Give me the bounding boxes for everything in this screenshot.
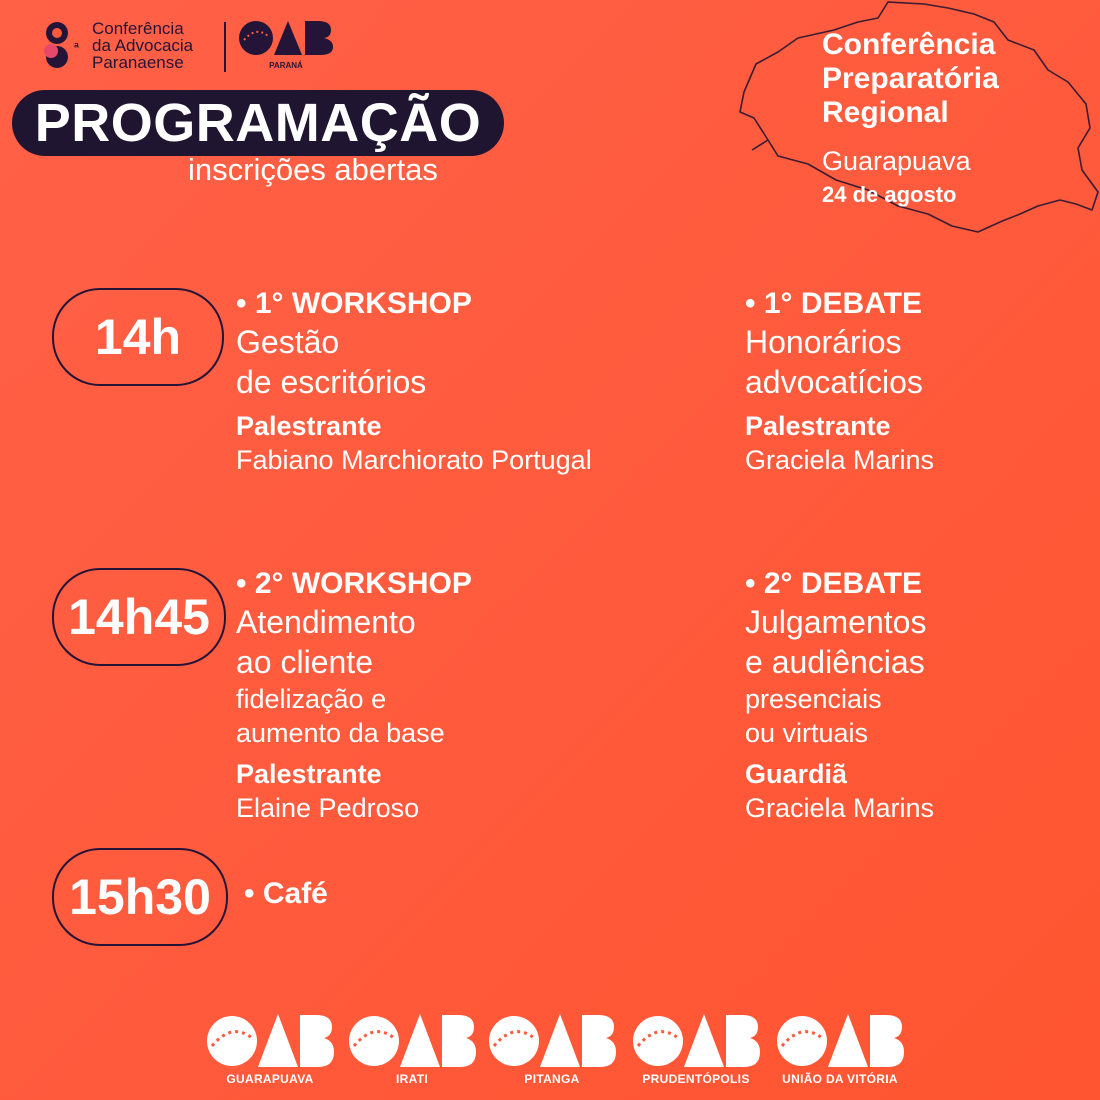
subsection-name: GUARAPUAVA: [226, 1072, 314, 1086]
time-slot-badge: 14h: [52, 288, 224, 386]
workshop-2: [236, 566, 706, 826]
oab-logo-icon: [206, 1012, 334, 1070]
page-title: PROGRAMAÇÃO: [12, 90, 504, 156]
subsection-name: IRATI: [396, 1072, 428, 1086]
event-title-line: Regional: [822, 96, 949, 129]
oab-logo-icon: [348, 1012, 476, 1070]
workshop-2-detail: aumento da base: [236, 718, 445, 748]
oab-parana-logo: [238, 18, 334, 70]
oab-logo-region: PARANÁ: [269, 61, 303, 70]
workshop-1: [236, 286, 706, 478]
subsection-logo: [206, 1012, 334, 1090]
time-slot-badge: 15h30: [52, 848, 228, 946]
debate-1-heading: • 1° DEBATE: [745, 287, 922, 320]
debate-2: [745, 566, 1085, 826]
debate-2-title: Julgamentos: [745, 604, 927, 640]
workshop-1-speaker: Fabiano Marchiorato Portugal: [236, 445, 592, 475]
workshop-2-role: Palestrante: [236, 759, 382, 789]
oab-logo-icon: [238, 18, 334, 70]
conference-logo: [44, 18, 214, 74]
workshop-2-speaker: Elaine Pedroso: [236, 793, 420, 823]
event-title: [822, 28, 999, 130]
workshop-2-title: ao cliente: [236, 644, 373, 680]
debate-2-detail: ou virtuais: [745, 718, 869, 748]
debate-2-heading: • 2° DEBATE: [745, 567, 922, 600]
workshop-1-title: de escritórios: [236, 364, 427, 400]
oab-logo-icon: [632, 1012, 760, 1070]
event-city: Guarapuava: [822, 146, 971, 176]
coffee-break: [244, 876, 328, 912]
subsection-logo: [632, 1012, 760, 1090]
subsection-logo: [776, 1012, 904, 1090]
debate-1-role: Palestrante: [745, 411, 891, 441]
debate-1-speaker: Graciela Marins: [745, 445, 935, 475]
coffee-break-heading: • Café: [244, 877, 328, 910]
subsection-name: PITANGA: [524, 1072, 580, 1086]
debate-2-role: Guardiã: [745, 759, 848, 789]
debate-1: [745, 286, 1085, 478]
debate-2-detail: presenciais: [745, 684, 882, 714]
conference-ordinal-suffix: ª: [74, 40, 79, 55]
subsection-name: UNIÃO DA VITÓRIA: [782, 1072, 898, 1086]
page-subtitle: inscrições abertas: [188, 152, 438, 187]
conference-name-line: Conferência: [92, 19, 184, 38]
debate-2-title: e audiências: [745, 644, 925, 680]
workshop-2-heading: • 2° WORKSHOP: [236, 567, 472, 600]
subsection-name: PRUDENTÓPOLIS: [642, 1072, 750, 1086]
workshop-1-title: Gestão: [236, 324, 340, 360]
workshop-2-detail: fidelização e: [236, 684, 387, 714]
conference-name-line: Paranaense: [92, 53, 184, 72]
event-title-line: Preparatória: [822, 62, 999, 95]
workshop-2-title: Atendimento: [236, 604, 416, 640]
debate-2-speaker: Graciela Marins: [745, 793, 935, 823]
oab-logo-icon: [488, 1012, 616, 1070]
conference-name: [92, 20, 193, 71]
event-date: 24 de agosto: [822, 182, 957, 207]
time-slot-badge: 14h45: [52, 568, 226, 666]
header-divider: [224, 22, 226, 72]
workshop-1-heading: • 1° WORKSHOP: [236, 287, 472, 320]
oab-logo-icon: [776, 1012, 904, 1070]
debate-1-title: advocatícios: [745, 364, 923, 400]
event-title-line: Conferência: [822, 28, 996, 61]
subsection-logo: [488, 1012, 616, 1090]
conference-logo-mark: [44, 20, 72, 70]
workshop-1-role: Palestrante: [236, 411, 382, 441]
subsection-logo: [348, 1012, 476, 1090]
conference-name-line: da Advocacia: [92, 36, 194, 55]
debate-1-title: Honorários: [745, 324, 902, 360]
